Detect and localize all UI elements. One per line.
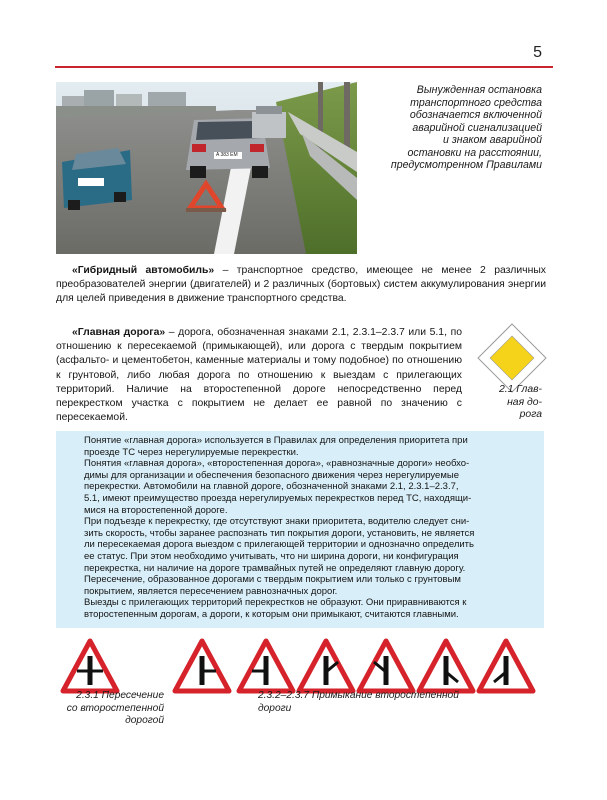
- photo-caption-line: обозначается включенной: [409, 109, 542, 121]
- note-line: Выезды с прилегающих территорий перекрестков не образуют. Они приравниваются к: [84, 597, 467, 609]
- sign-2-3-4-icon: [296, 638, 356, 694]
- hybrid-text: – транспортное средство, имеющее не менее 2 различных преобразователей энергии (двигателей) и 2 различных (бортовых) систем аккумулирования энергии для целей приведения в движение транспортного средства.: [56, 265, 546, 305]
- priority-signs-row: [60, 638, 550, 698]
- caption-line: дорогой: [125, 715, 164, 726]
- photo-caption-line: и знаком аварийной: [443, 134, 542, 146]
- note-line: димы для организации и обеспечения безопасного движения через нерегулируемые: [84, 469, 459, 481]
- main-road-text: – дорога, обозначенная знаками 2.1, 2.3.1–2.3.7 или 5.1, по отношению к пересекаемой (примыкающей), или дорога с твердым покрытием (асфальто- и цементобетон, каменные материалы и тому подобное) по отношению к грунтовой, либо любая дорога по отношению к выездам с прилегающих территорий. Наличие на второстепенной дороге непосредственно перед перекрестком участка с покрытием не делает ее равной по значению с пересекаемой.: [56, 327, 462, 424]
- note-line: второстепенным дорогам, а дороги, к которым они примыкают, считаются главными.: [84, 608, 459, 620]
- note-line: Пересечение, образованное дорогами с твердым покрытием или только с грунтовым: [84, 574, 461, 586]
- main-road-definition: [56, 326, 462, 425]
- sign-2-3-7-icon: [476, 638, 536, 694]
- note-line: перекрестка, ни наличие на дороге трамвайных путей не определяют главную дорогу.: [84, 562, 466, 574]
- photo-caption-line: остановки на расстоянии,: [407, 146, 542, 159]
- note-line: ли пересекаемая дорога выездом с прилегающей территории и однозначно определить: [84, 539, 474, 551]
- sign-2-3-3-icon: [236, 638, 296, 694]
- photo-caption-line: транспортного средства: [410, 96, 542, 109]
- photo-caption-line: аварийной сигнализацией: [412, 121, 542, 134]
- hybrid-vehicle-definition: [56, 264, 546, 307]
- sign-2-3-1-icon: [60, 638, 120, 694]
- sign-2-3-1-caption: [42, 690, 164, 728]
- sign-caption-line: 2.1 Глав-: [498, 384, 542, 395]
- note-line: При подъезде к перекрестку, где отсутствуют знаки приоритета, водителю следует сни-: [84, 516, 470, 528]
- note-line: перекрестки. Автомобили на главной дороге, обозначенной знаками 2.1, 2.3.1–2.3.7,: [84, 481, 459, 493]
- caption-line: 2.3.1 Пересечение: [76, 690, 164, 701]
- sign-caption-line: рога: [519, 409, 542, 420]
- main-road-term: «Главная дорога»: [72, 327, 166, 338]
- sign-2-3-6-icon: [416, 638, 476, 694]
- sign-2-3-2-7-caption: 2.3.2–2.3.7 Примыкание второстепенной дороги: [258, 690, 459, 714]
- hybrid-term: «Гибридный автомобиль»: [72, 265, 215, 276]
- note-line: мися на второстепенной дороге.: [84, 504, 228, 516]
- note-line: Понятия «главная дорога», «второстепенная дорога», «равнозначные дороги» необхо-: [84, 458, 470, 470]
- sign-caption-line: ная до-: [507, 396, 542, 408]
- sign-2-3-2-icon: [172, 638, 232, 694]
- top-rule: [55, 66, 553, 68]
- photo-highway-stop: [56, 82, 357, 254]
- note-line: покрытием, является пересечением равнозначных дорог.: [84, 585, 338, 597]
- license-plate: A 383 EM: [216, 152, 238, 158]
- note-line: проезде ТС через нерегулируемые перекрестки.: [84, 446, 299, 458]
- note-line: Понятие «главная дорога» используется в Правилах для определения приоритета при: [84, 435, 468, 446]
- note-line: ее статус. При этом необходимо учитывать, что ни ширина дороги, ни конфигурация: [84, 550, 459, 562]
- explanation-box: [56, 431, 544, 628]
- note-line: зить скорость, чтобы заранее распознать тип покрытия дороги, установить, не является: [84, 527, 475, 539]
- sign-2-3-5-icon: [356, 638, 416, 694]
- caption-line: со второстепенной: [66, 702, 164, 714]
- photo-caption-line: предусмотренном Правилами: [390, 159, 542, 171]
- note-line: 5.1, имеют преимущество проезда нерегулируемых перекрестков перед ТС, находящи-: [84, 492, 472, 504]
- photo-caption: [364, 84, 542, 172]
- page-number: 5: [533, 44, 542, 61]
- photo-caption-line: Вынужденная остановка: [416, 84, 542, 96]
- main-road-sign-caption: [480, 384, 542, 422]
